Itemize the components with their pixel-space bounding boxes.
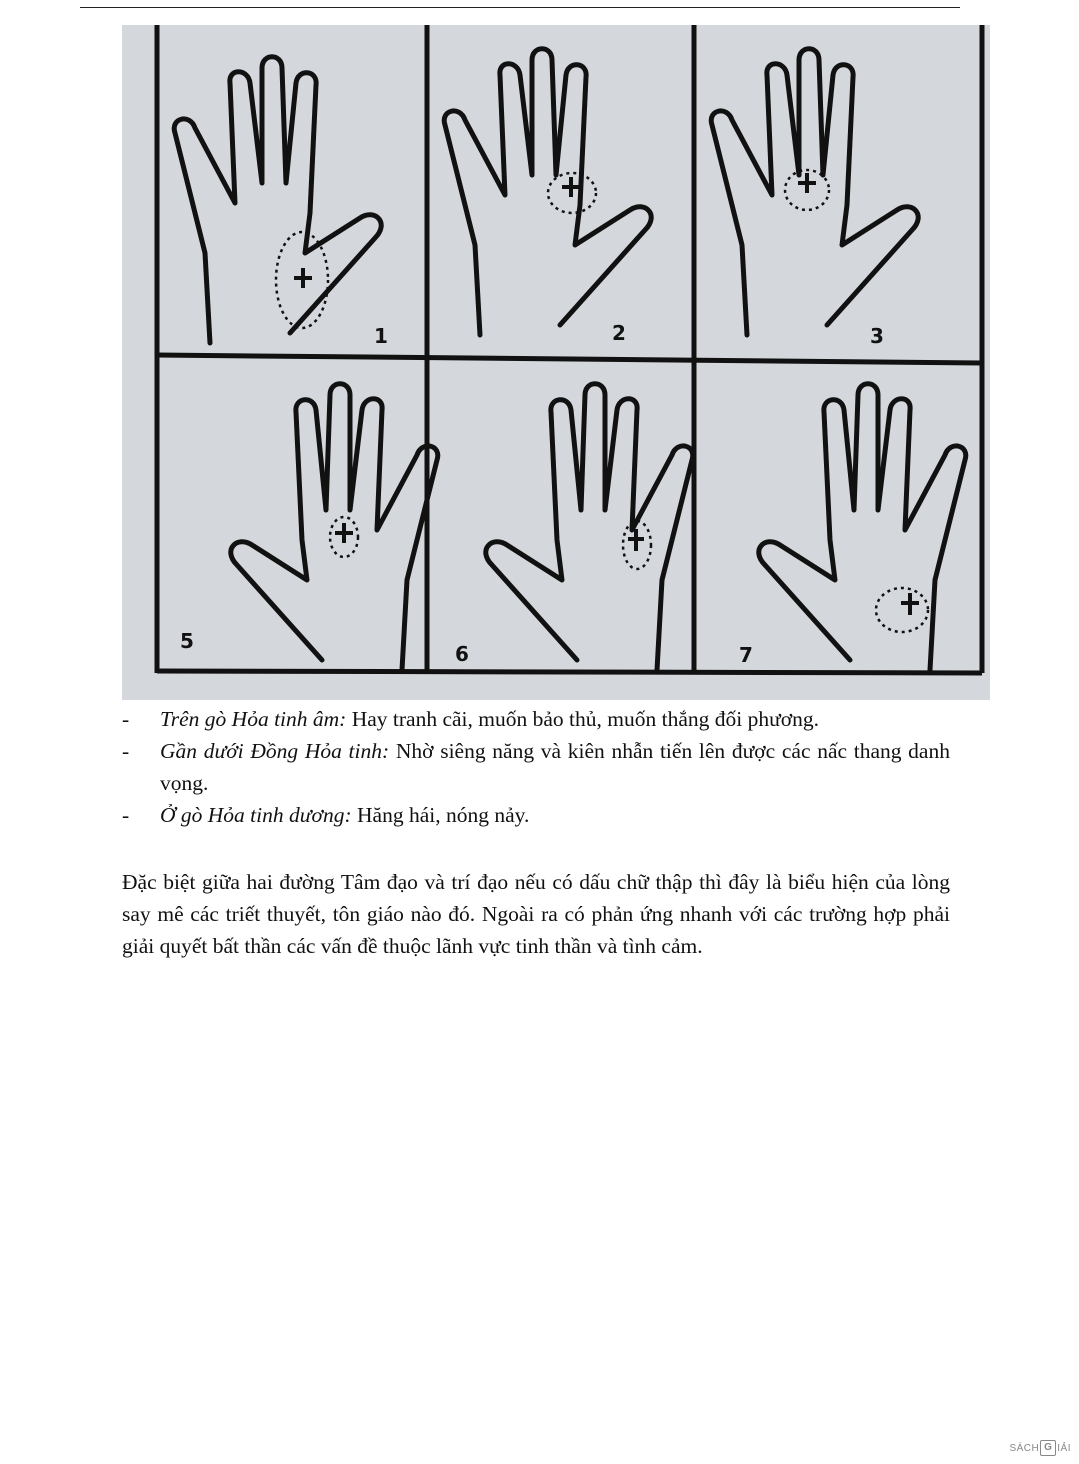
bullet-term: Trên gò Hỏa tinh âm: [160, 707, 347, 731]
bullet-list [122, 703, 950, 831]
bullet-dash: - [122, 803, 130, 827]
bullet-text: Hay tranh cãi, muốn bảo thủ, muốn thắng đối phương. [346, 707, 819, 731]
bullet-dash: - [122, 739, 130, 763]
marker-panel-2 [548, 173, 596, 213]
bullet-term: Gần dưới Đồng Hỏa tinh: [160, 739, 390, 763]
marker-panel-6 [623, 521, 651, 569]
logo-text-left: SÁCH [1009, 1442, 1040, 1454]
hand-panel-5 [231, 384, 438, 670]
body-paragraph: Đặc biệt giữa hai đường Tâm đạo và trí đạo nếu có dấu chữ thập thì đây là biểu hiện của lòng say mê các triết thuyết, tôn giáo nào đó. Ngoài ra có phản ứng nhanh với các trường hợp phải giải quyết bất thần các vấn đề thuộc lãnh vực tinh thần và tình cảm. [122, 870, 950, 958]
panel-number-2: 2 [612, 321, 626, 345]
hand-panel-7 [759, 384, 966, 670]
list-item [122, 799, 950, 831]
panel-number-6: 6 [455, 642, 469, 666]
bullet-text: Hăng hái, nóng nảy. [351, 803, 530, 827]
panel-number-3: 3 [870, 324, 884, 348]
logo-text-right: IẢI [1057, 1442, 1071, 1454]
palm-diagram [122, 25, 990, 700]
logo-mark: G [1040, 1440, 1056, 1456]
panel-grid [157, 25, 982, 673]
marker-panel-5 [330, 517, 358, 557]
bullet-dash: - [122, 707, 130, 731]
hand-panel-6 [486, 384, 693, 670]
header-rule [80, 7, 960, 8]
bullet-term: Ở gò Hỏa tinh dương: [160, 803, 352, 827]
list-item [122, 703, 950, 735]
bullet-text: Nhờ siêng năng và kiên nhẫn tiến lên được các nấc thang danh vọng. [160, 739, 950, 795]
marker-panel-1 [276, 232, 328, 328]
hand-panel-3 [711, 49, 918, 335]
panel-number-1: 1 [374, 324, 388, 348]
hand-panel-2 [444, 49, 651, 335]
marker-panel-7 [876, 588, 928, 632]
panel-number-5: 5 [180, 629, 194, 653]
palm-diagram-figure [122, 25, 990, 700]
list-item [122, 735, 950, 799]
footer-logo [1009, 1440, 1071, 1456]
panel-number-7: 7 [739, 643, 753, 667]
